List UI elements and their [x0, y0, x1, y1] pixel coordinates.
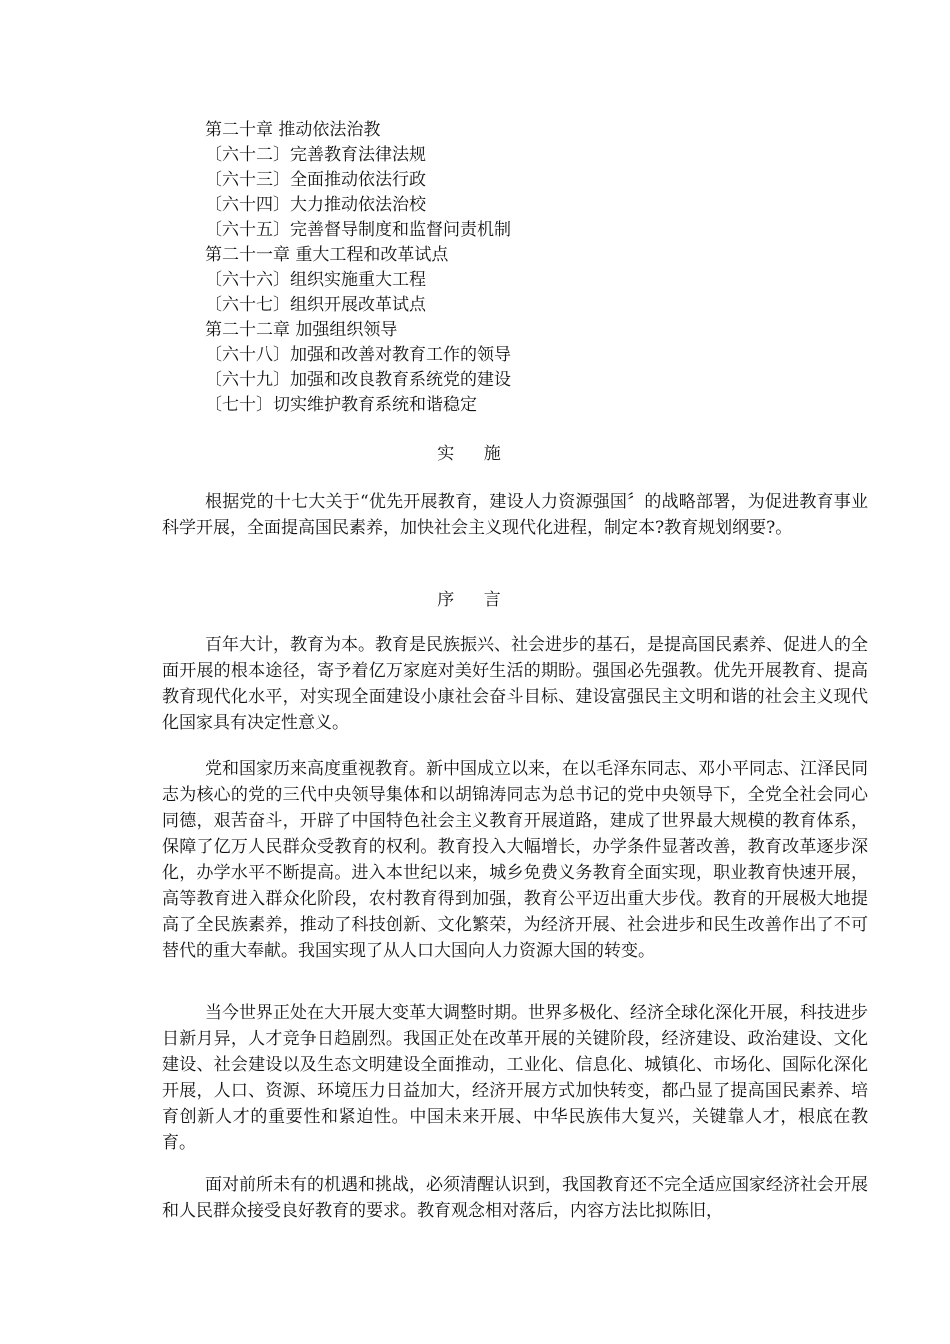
toc-item-63: 〔六十三〕全面推动依法行政 [205, 170, 426, 190]
preface-paragraph-2: 党和国家历来高度重视教育。新中国成立以来，在以毛泽东同志、邓小平同志、江泽民同志为核心的党的三代中央领导集体和以胡锦涛同志为总书记的党中央领导下，全党全社会同心同德，艰苦奋斗，开辟了中国特色社会主义教育开展道路，建成了世界最大规模的教育体系，保障了亿万人民群众受教育的权利。教育投入大幅增长，办学条件显著改善，教育改革逐步深化，办学水平不断提高。进入本世纪以来，城乡免费义务教育全面实现，职业教育快速开展，高等教育进入群众化阶段，农村教育得到加强，教育公平迈出重大步伐。教育的开展极大地提高了全民族素养，推动了科技创新、文化繁荣，为经济开展、社会进步和民生改善作出了不可替代的重大奉献。我国实现了从人口大国向人力资源大国的转变。 [162, 759, 868, 961]
toc-item-68: 〔六十八〕加强和改善对教育工作的领导 [205, 345, 511, 365]
toc-item-62: 〔六十二〕完善教育法律法规 [205, 145, 426, 165]
preface-paragraph-3: 当今世界正处在大开展大变革大调整时期。世界多极化、经济全球化深化开展，科技进步日新月异，人才竞争日趋剧烈。我国正处在改革开展的关键阶段，经济建设、政治建设、文化建设、社会建设以及生态文明建设全面推动，工业化、信息化、城镇化、市场化、国际化深化开展，人口、资源、环境压力日益加大，经济开展方式加快转变，都凸显了提高国民素养、培育创新人才的重要性和紧迫性。中国未来开展、中华民族伟大复兴，关键靠人才，根底在教育。 [162, 1003, 868, 1153]
toc-item-67: 〔六十七〕组织开展改革试点 [205, 295, 426, 315]
toc-item-64: 〔六十四〕大力推动依法治校 [205, 195, 426, 215]
toc-item-70: 〔七十〕切实维护教育系统和谐稳定 [205, 395, 477, 415]
toc-item-69: 〔六十九〕加强和改良教育系统党的建设 [205, 370, 511, 390]
section-heading-preface: 序 言 [437, 590, 513, 610]
toc-chapter-20: 第二十章 推动依法治教 [205, 120, 381, 140]
toc-chapter-22: 第二十二章 加强组织领导 [205, 320, 398, 340]
preface-paragraph-1: 百年大计，教育为本。教育是民族振兴、社会进步的基石，是提高国民素养、促进人的全面开展的根本途径，寄予着亿万家庭对美好生活的期盼。强国必先强教。优先开展教育、提高教育现代化水平，对实现全面建设小康社会奋斗目标、建设富强民主文明和谐的社会主义现代化国家具有决定性意义。 [162, 635, 868, 733]
toc-chapter-21: 第二十一章 重大工程和改革试点 [205, 245, 449, 265]
toc-item-65: 〔六十五〕完善督导制度和监督问责机制 [205, 220, 511, 240]
table-of-contents [205, 118, 805, 418]
preface-paragraph-4: 面对前所未有的机遇和挑战，必须清醒认识到，我国教育还不完全适应国家经济社会开展和人民群众接受良好教育的要求。教育观念相对落后，内容方法比拟陈旧， [162, 1175, 868, 1221]
implementation-paragraph: 根据党的十七大关于“优先开展教育，建设人力资源强国〞的战略部署，为促进教育事业科学开展，全面提高国民素养，加快社会主义现代化进程，制定本?教育规划纲要?。 [162, 492, 868, 538]
section-heading-implementation: 实 施 [437, 444, 513, 464]
toc-item-66: 〔六十六〕组织实施重大工程 [205, 270, 426, 290]
